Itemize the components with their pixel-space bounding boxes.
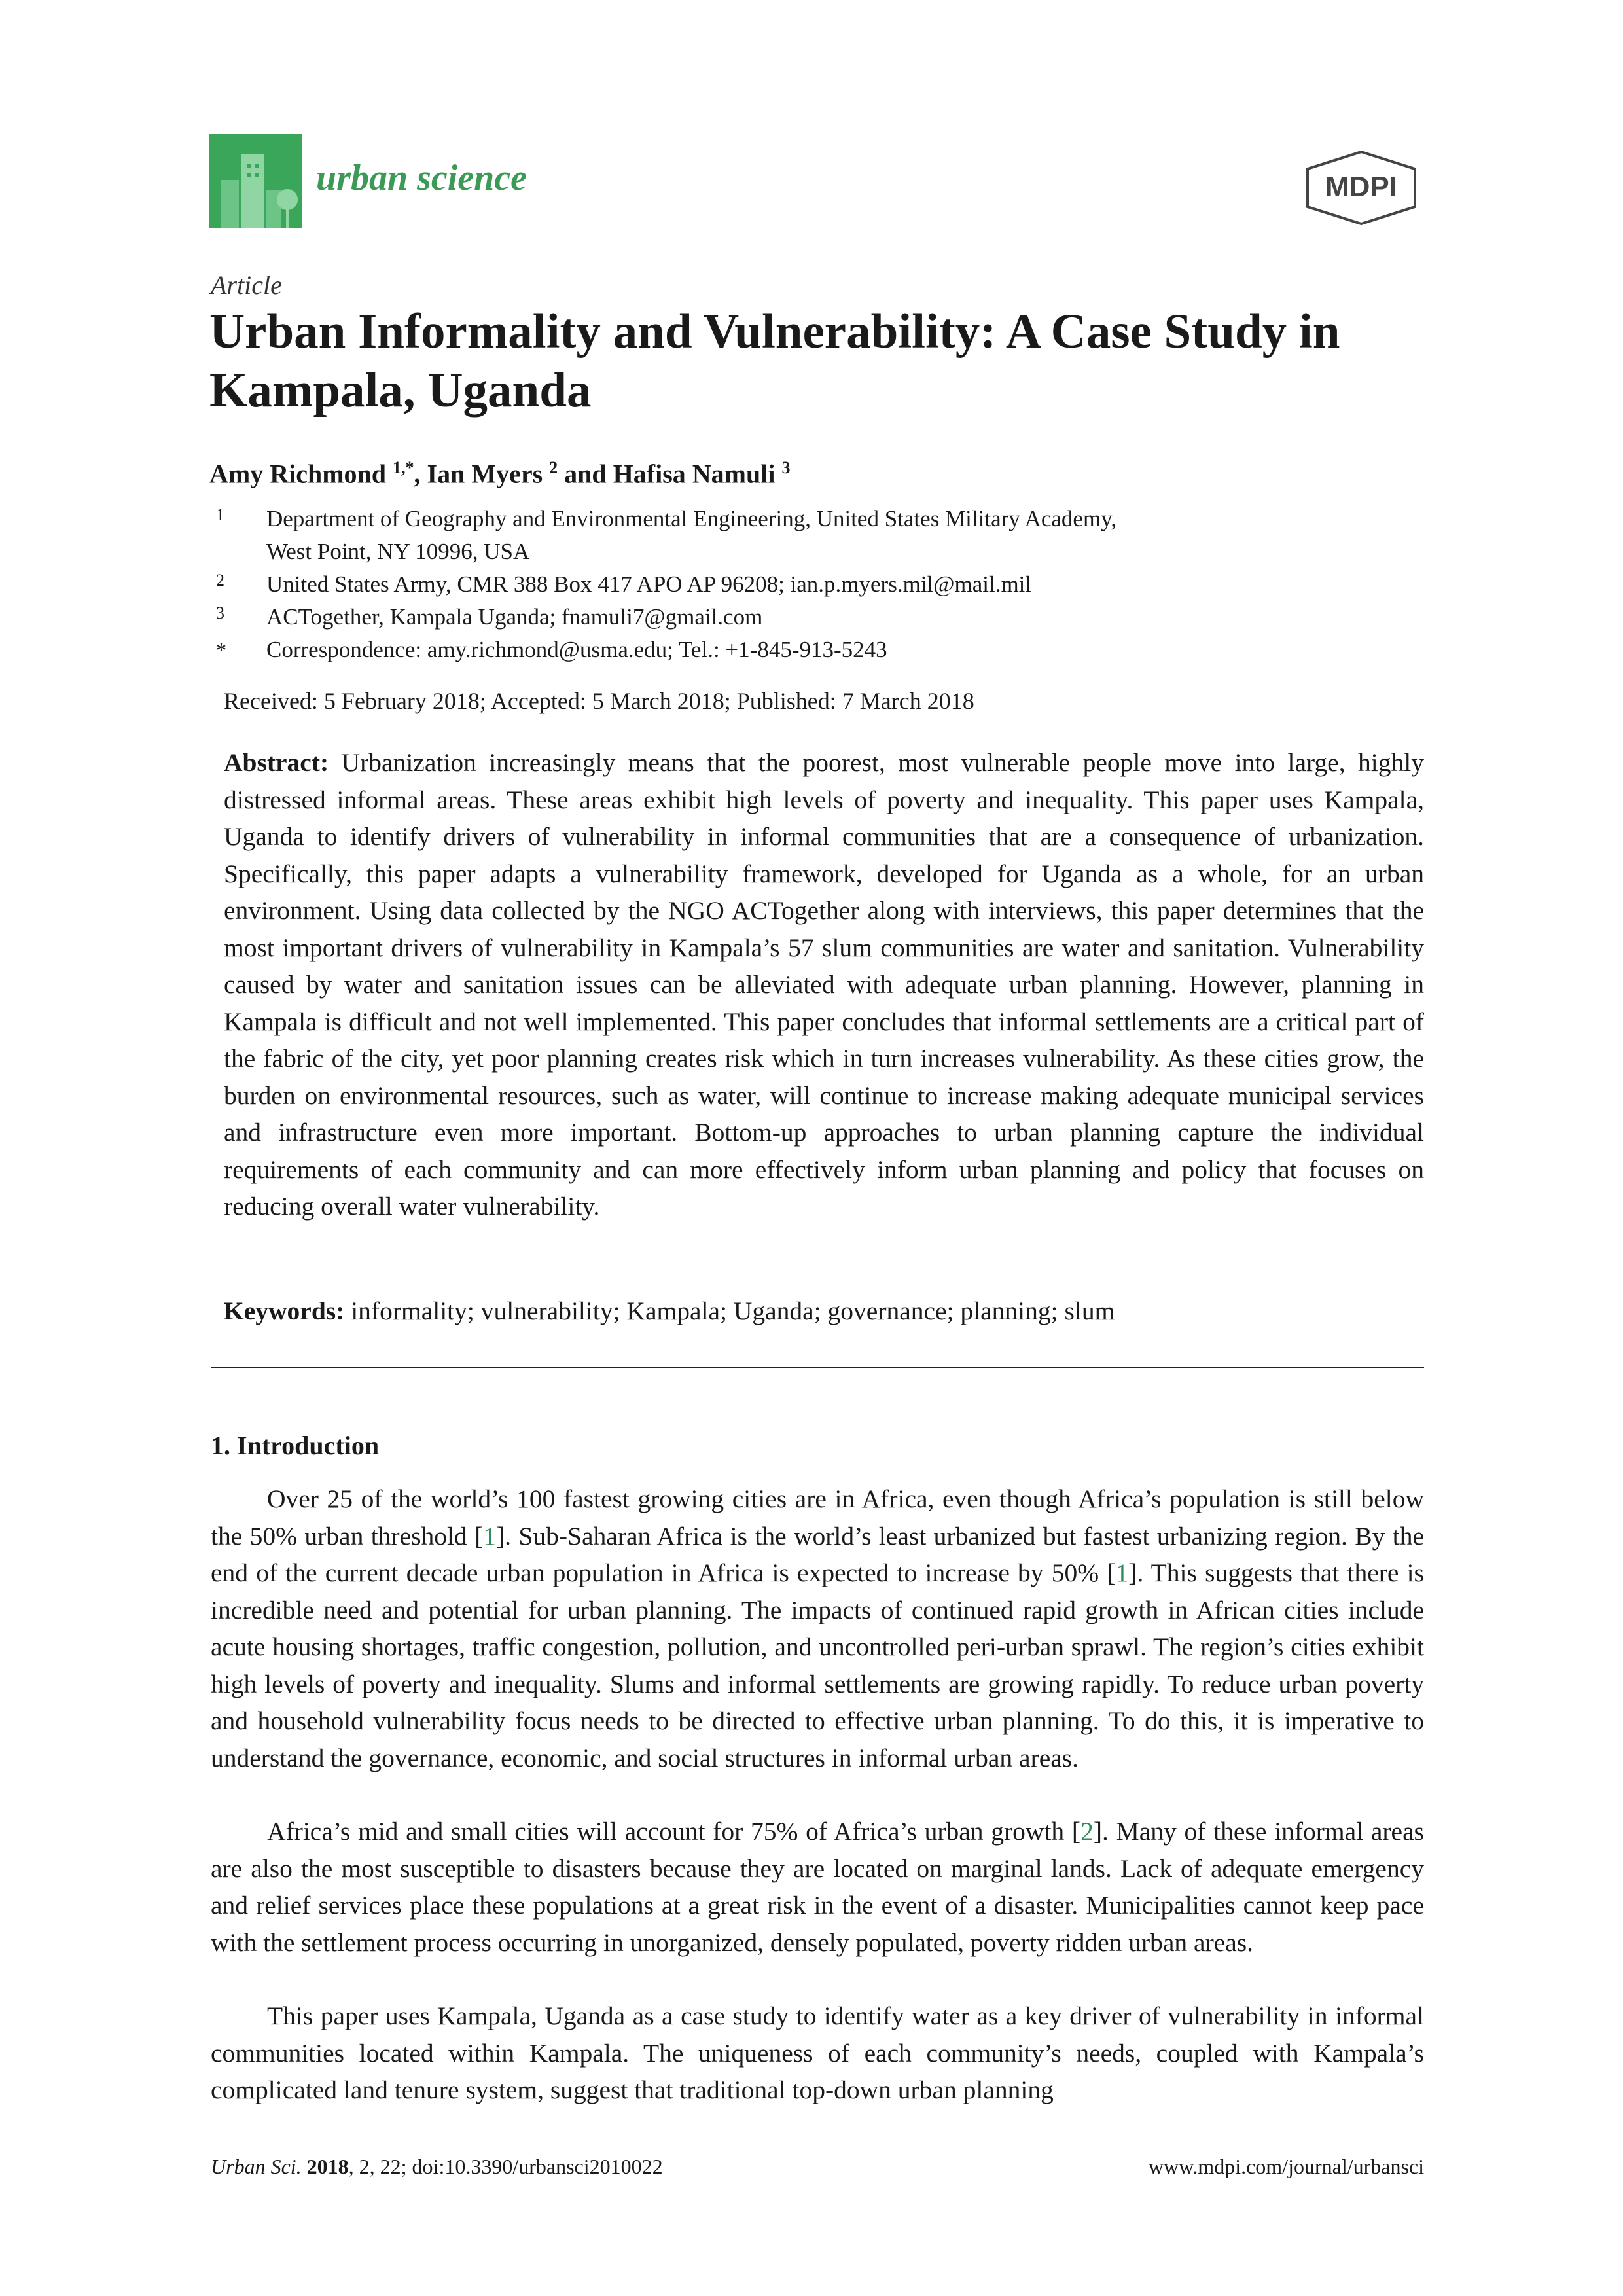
journal-name: urban science: [316, 158, 527, 198]
keywords-text: informality; vulnerability; Kampala; Uganda; governance; planning; slum: [351, 1297, 1115, 1325]
citation-link[interactable]: 1: [1115, 1558, 1129, 1587]
mdpi-logo-icon: [1302, 149, 1420, 226]
body-paragraph: This paper uses Kampala, Uganda as a case study to identify water as a key driver of vulnerability in informal communities located within Kampala. The uniqueness of each community’s needs, coupled with Kampala’s complicated land tenure system, suggest that traditional top-down urban planning: [211, 2001, 1424, 2104]
affiliation-mark: *: [216, 638, 226, 662]
journal-logo-graphic: [209, 134, 302, 228]
svg-text:MDPI: MDPI: [1325, 171, 1397, 203]
affiliation-text: Department of Geography and Environmental Engineering, United States Military Academy,: [266, 506, 1117, 531]
footer-year: 2018: [306, 2155, 349, 2178]
author-name: Amy Richmond: [209, 459, 387, 489]
body-paragraph: [211, 1813, 1424, 1961]
section-heading: 1. Introduction: [211, 1431, 380, 1460]
affiliation-text: Correspondence: amy.richmond@usma.edu; Tel.: +1-845-913-5243: [266, 637, 887, 662]
footer-url[interactable]: www.mdpi.com/journal/urbansci: [1149, 2155, 1424, 2178]
paragraph-text: ]. Sub-Saharan Africa is the world’s least urbanized but fastest urbanizing region. By the end of the current decade urban population in Africa is expected to increase by 50% [: [211, 1521, 1424, 1587]
paragraph-text: Africa’s mid and small cities will account for 75% of Africa’s urban growth [: [267, 1817, 1081, 1846]
author-separator: and: [558, 459, 613, 489]
affiliation-text: West Point, NY 10996, USA: [266, 539, 530, 564]
divider-rule: [211, 1367, 1424, 1368]
author-name: Ian Myers: [427, 459, 543, 489]
author-affiliation-mark: 3: [781, 458, 791, 477]
paper-title: Urban Informality and Vulnerability: A Case Study in Kampala, Uganda: [209, 304, 1340, 418]
abstract: [224, 744, 1424, 1225]
abstract-label: Abstract:: [224, 748, 329, 777]
keywords-label: Keywords:: [224, 1297, 345, 1325]
paragraph-text: Over 25 of the world’s 100 fastest growing cities are in Africa, even though Africa’s population is still below the 50% urban threshold [: [211, 1484, 1424, 1551]
citation-link[interactable]: 1: [483, 1521, 496, 1551]
footer-journal-abbrev: Urban Sci.: [211, 2155, 302, 2178]
author-separator: ,: [414, 459, 427, 489]
article-type: Article: [211, 270, 282, 300]
keywords: [224, 1293, 1424, 1330]
author-affiliation-mark: 1,*: [393, 458, 414, 477]
publisher-logo: [1302, 149, 1420, 226]
author-list: [209, 458, 790, 489]
affiliation-mark: 3: [216, 603, 224, 622]
publication-dates: Received: 5 February 2018; Accepted: 5 March 2018; Published: 7 March 2018: [224, 688, 974, 714]
footer-volume-doi: , 2, 22; doi:10.3390/urbansci2010022: [348, 2155, 663, 2178]
body-paragraph: [211, 1480, 1424, 1776]
journal-logo: [209, 134, 302, 228]
citation-link[interactable]: 2: [1080, 1817, 1094, 1846]
affiliation-text: ACTogether, Kampala Uganda; fnamuli7@gmail.com: [266, 604, 763, 630]
abstract-text: Urbanization increasingly means that the poorest, most vulnerable people move into large, highly distressed informal areas. These areas exhibit high levels of poverty and inequality. This paper uses Kampala, Uganda to identify drivers of vulnerability in informal communities that are a consequence of urbanization. Specifically, this paper adapts a vulnerability framework, developed for Uganda as a whole, for an urban environment. Using data collected by the NGO ACTogether along with interviews, this paper determines that the most important drivers of vulnerability in Kampala’s 57 slum communities are water and sanitation. Vulnerability caused by water and sanitation issues can be alleviated with adequate urban planning. However, planning in Kampala is difficult and not well implemented. This paper concludes that informal settlements are a critical part of the fabric of the city, yet poor planning creates risk which in turn increases vulnerability. As these cities grow, the burden on environmental resources, such as water, will continue to increase making adequate municipal services and infrastructure even more important. Bottom-up approaches to urban planning capture the individual requirements of each community and can more effectively inform urban planning and policy that focuses on reducing overall water vulnerability.: [224, 748, 1424, 1221]
affiliation-text: United States Army, CMR 388 Box 417 APO AP 96208; ian.p.myers.mil@mail.mil: [266, 571, 1032, 597]
paragraph-text: ]. This suggests that there is incredible need and potential for urban planning. The impacts of continued rapid growth in African cities include acute housing shortages, traffic congestion, pollution, and uncontrolled peri-urban sprawl. The region’s cities exhibit high levels of poverty and inequality. Slums and informal settlements are growing rapidly. To reduce urban poverty and household vulnerability focus needs to be directed to effective urban planning. To do this, it is imperative to understand the governance, economic, and social structures in informal urban areas.: [211, 1558, 1424, 1772]
affiliation-mark: 1: [216, 505, 224, 524]
footer-citation: [211, 2155, 663, 2179]
paragraph-text: ]. Many of these informal areas are also the most susceptible to disasters because they are located on marginal lands. Lack of adequate emergency and relief services place these populations at a great risk in the event of a disaster. Municipalities cannot keep pace with the settlement process occurring in unorganized, densely populated, poverty ridden urban areas.: [211, 1817, 1424, 1957]
author-name: Hafisa Namuli: [613, 459, 776, 489]
affiliation-mark: 2: [216, 571, 224, 590]
author-affiliation-mark: 2: [549, 458, 558, 477]
